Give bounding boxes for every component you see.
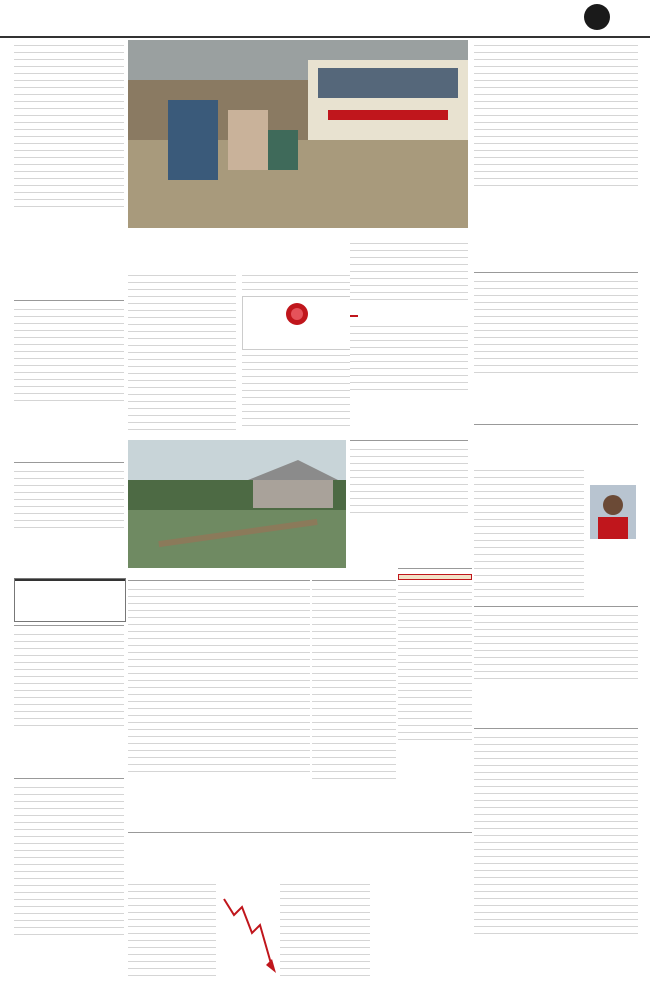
top-photo [128, 40, 468, 228]
virus-icon [267, 299, 327, 329]
page-number [584, 4, 610, 30]
dilip-body [350, 446, 468, 516]
story-fakhrul [14, 300, 124, 461]
prayer-time-box [14, 578, 126, 622]
kibria-body [398, 582, 472, 742]
stock-market-body-2 [280, 881, 370, 977]
stock-market-body-1 [128, 881, 216, 977]
kibria-box [398, 574, 472, 580]
lead-left-body [14, 42, 124, 212]
fake-visa-body [128, 586, 310, 776]
story-dilip [350, 440, 468, 566]
tuition-body-2 [350, 323, 468, 393]
story-central-filing [474, 40, 638, 270]
bpc-portrait [590, 485, 636, 539]
fakhrul-body [14, 306, 124, 406]
islamic-protest-body [474, 734, 638, 934]
story-fake-visa [128, 580, 310, 831]
lead-left-story [14, 40, 124, 300]
bpc-body [474, 467, 584, 597]
prayer-time-list [15, 581, 125, 585]
story-durga-puja [14, 778, 124, 979]
river-photo-caption [128, 568, 346, 576]
story-party-expel [14, 462, 124, 573]
story-barrister-rafiq [474, 272, 638, 423]
main-body-col-2a [242, 272, 350, 292]
story-tuition [350, 238, 468, 438]
down-arrow-icon [220, 881, 276, 977]
story-dhaka-18 [14, 625, 124, 776]
flood-street-image [128, 40, 468, 228]
river-photo [128, 440, 346, 568]
river-encroachment-image [128, 440, 346, 568]
story-kibria [398, 568, 472, 831]
dhaka-18-body [14, 631, 124, 731]
story-stock-market [128, 832, 472, 979]
story-ruhul-amin [474, 606, 638, 727]
person-portrait-image [590, 485, 636, 539]
main-body-col-2b [242, 352, 350, 432]
durga-puja-body [14, 784, 124, 940]
stock-trend-graphic [220, 881, 276, 977]
top-photo-caption [128, 229, 468, 237]
story-islamic-protest [474, 728, 638, 979]
corona-tag [350, 315, 358, 317]
story-sheikh-farid [312, 580, 396, 831]
main-body-col-1 [128, 272, 236, 432]
central-filing-body [474, 42, 638, 192]
sheikh-farid-body [312, 586, 396, 782]
barrister-rafiq-body [474, 278, 638, 374]
story-bpc [474, 424, 638, 605]
masthead [0, 0, 650, 38]
party-expel-body [14, 468, 124, 528]
corona-badge [242, 296, 352, 350]
ruhul-amin-body [474, 612, 638, 682]
tuition-body [350, 240, 468, 304]
